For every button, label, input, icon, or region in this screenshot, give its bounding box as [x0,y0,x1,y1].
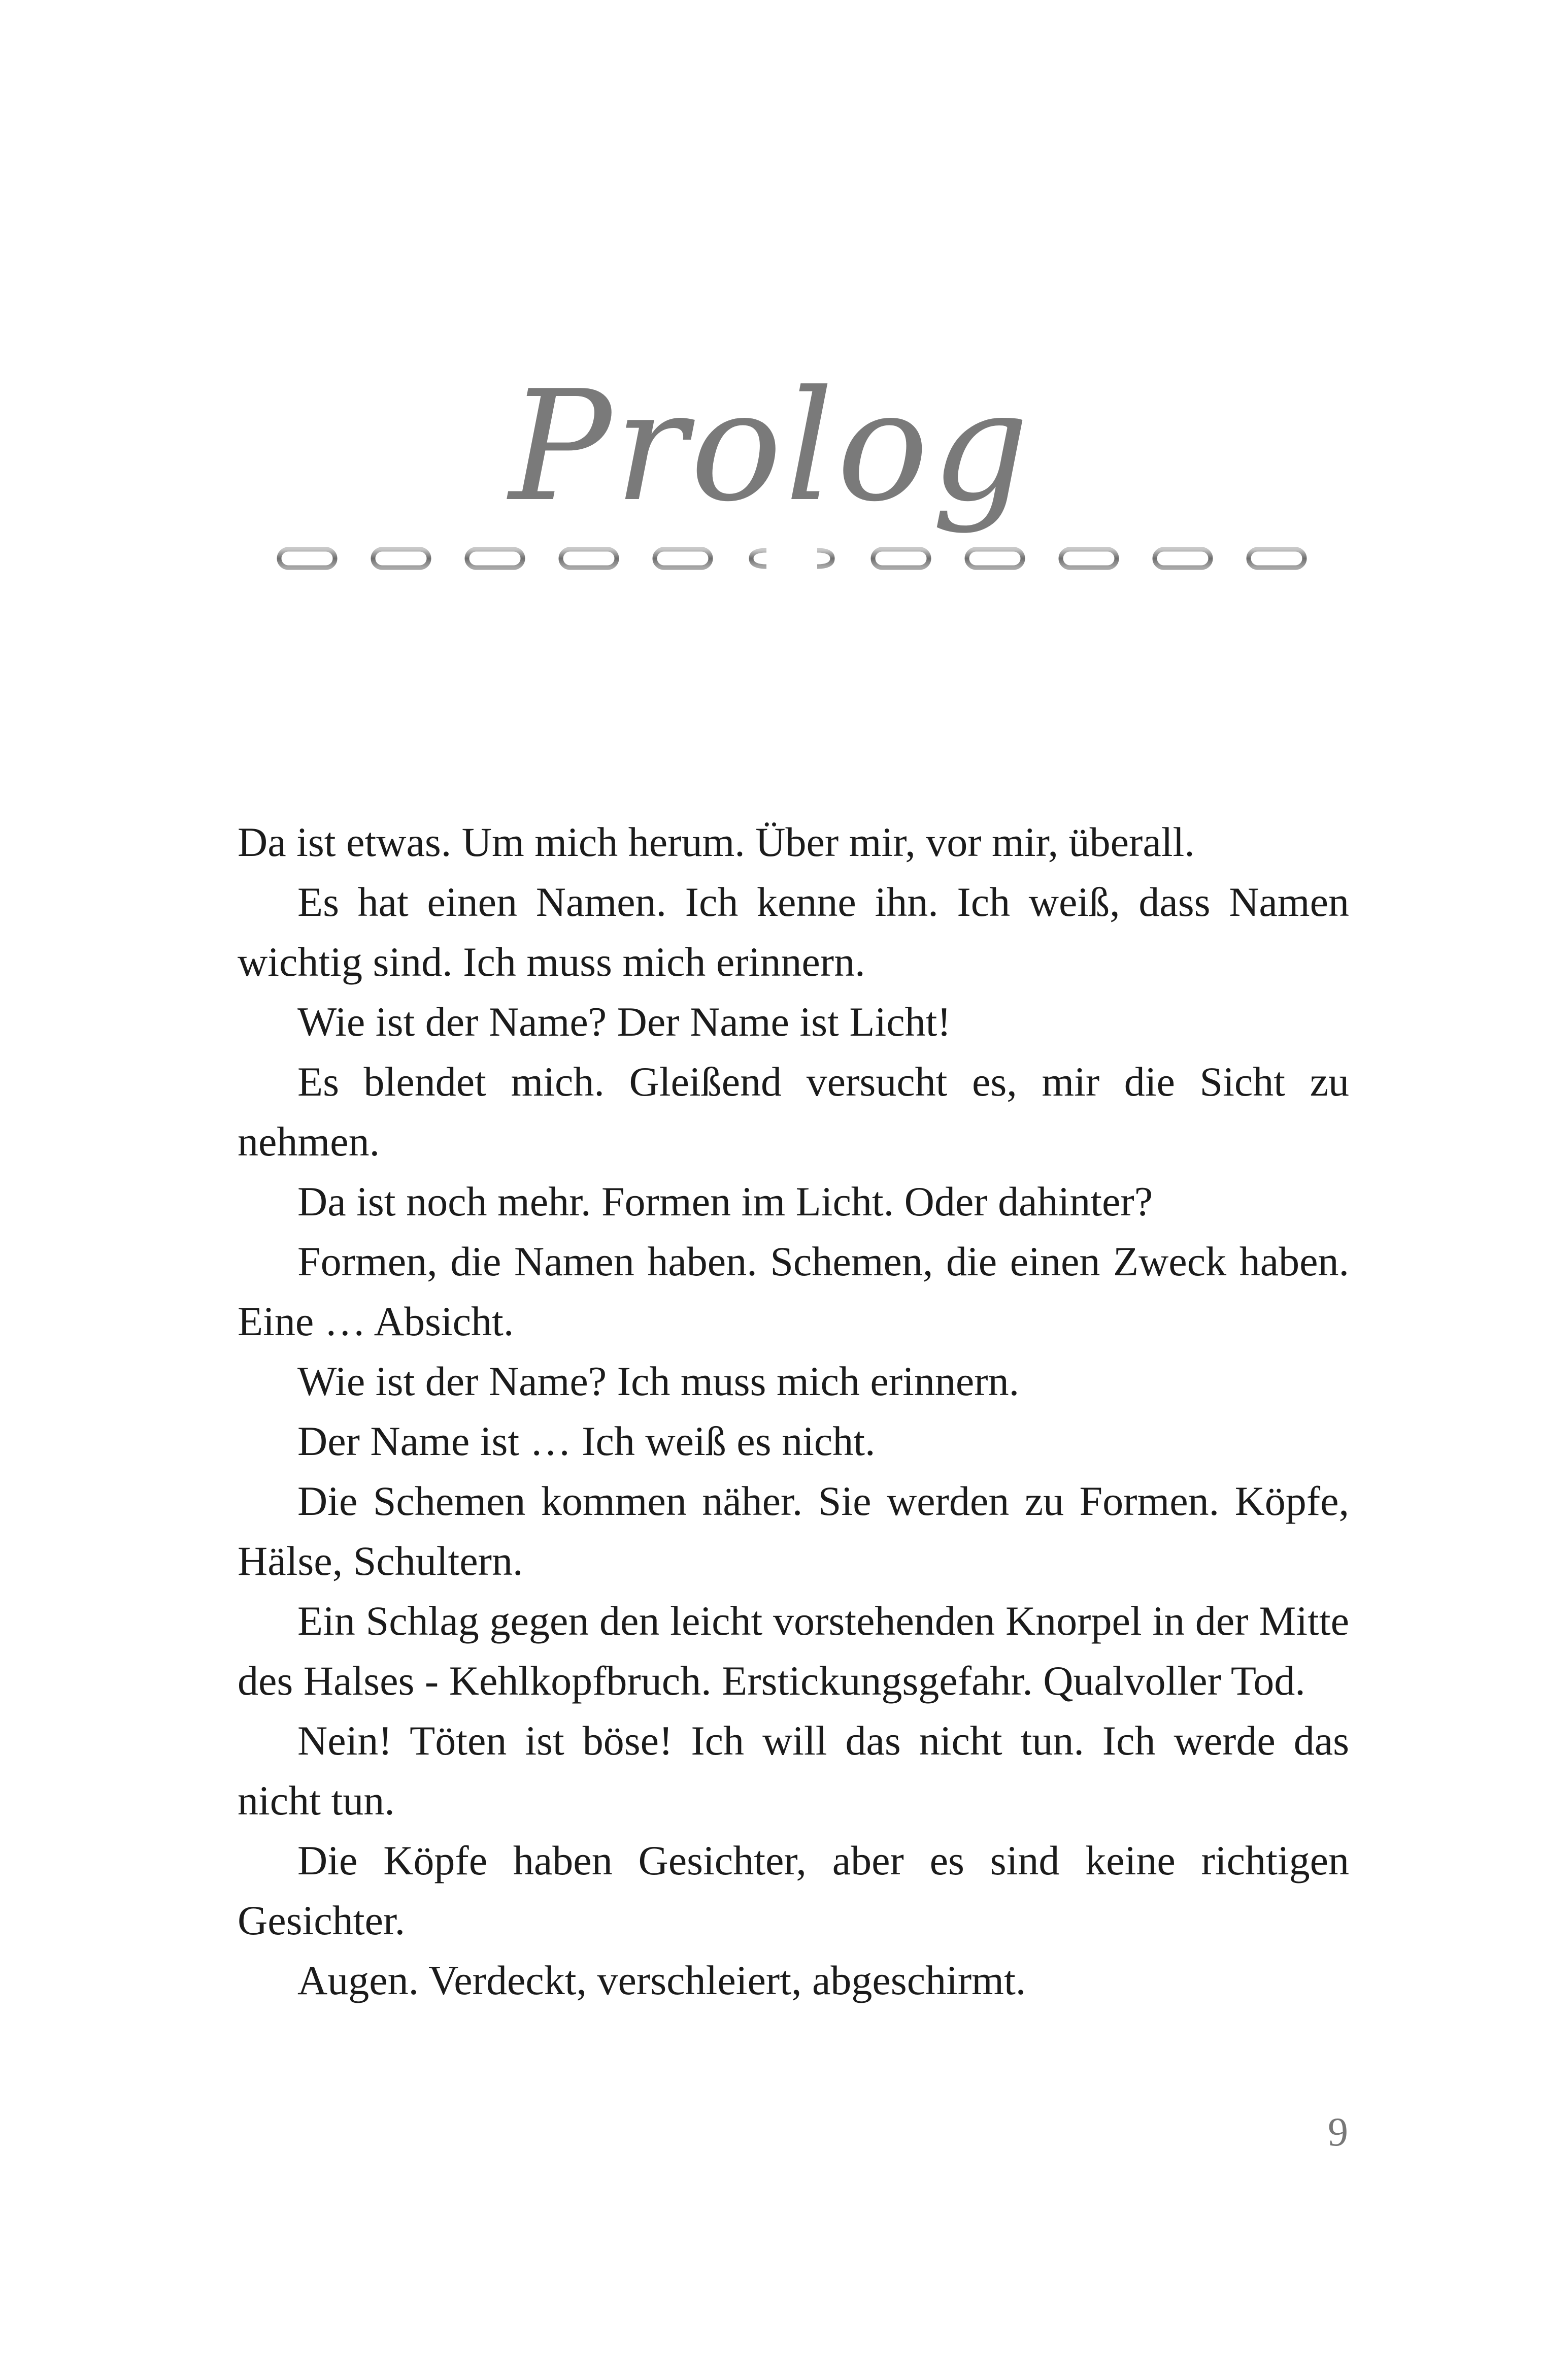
body-text [238,812,1349,2010]
chapter-title: Prolog [509,358,1032,535]
paragraph: Die Köpfe haben Gesichter, aber es sind keine richtigen Gesichter. [238,1837,1349,1943]
paragraph: Formen, die Namen haben. Schemen, die einen Zweck haben. Eine … Absicht. [238,1238,1349,1344]
paragraph: Wie ist der Name? Der Name ist Licht! [297,999,951,1045]
paragraph: Es hat einen Namen. Ich kenne ihn. Ich weiß, dass Namen wichtig sind. Ich muss mich erinnern. [238,879,1349,985]
paragraph: Da ist noch mehr. Formen im Licht. Oder dahinter? [297,1178,1153,1225]
paragraph: Wie ist der Name? Ich muss mich erinnern. [297,1358,1020,1404]
paragraph: Ein Schlag gegen den leicht vorstehenden Knorpel in der Mitte des Halses - Kehlkopfbruch. Erstickungsgefahr. Qualvoller Tod. [238,1598,1349,1704]
paragraph: Der Name ist … Ich weiß es nicht. [297,1418,876,1464]
paragraph: Augen. Verdeckt, verschleiert, abgeschirmt. [297,1957,1026,2003]
chain-divider-icon [233,538,1350,579]
page-number: 9 [1328,2110,1348,2155]
paragraph: Nein! Töten ist böse! Ich will das nicht tun. Ich werde das nicht tun. [238,1717,1349,1824]
paragraph: Die Schemen kommen näher. Sie werden zu Formen. Köpfe, Hälse, Schultern. [238,1478,1349,1584]
paragraph: Es blendet mich. Gleißend versucht es, mir die Sicht zu nehmen. [238,1059,1349,1165]
paragraph: Da ist etwas. Um mich herum. Über mir, vor mir, überall. [238,819,1195,865]
